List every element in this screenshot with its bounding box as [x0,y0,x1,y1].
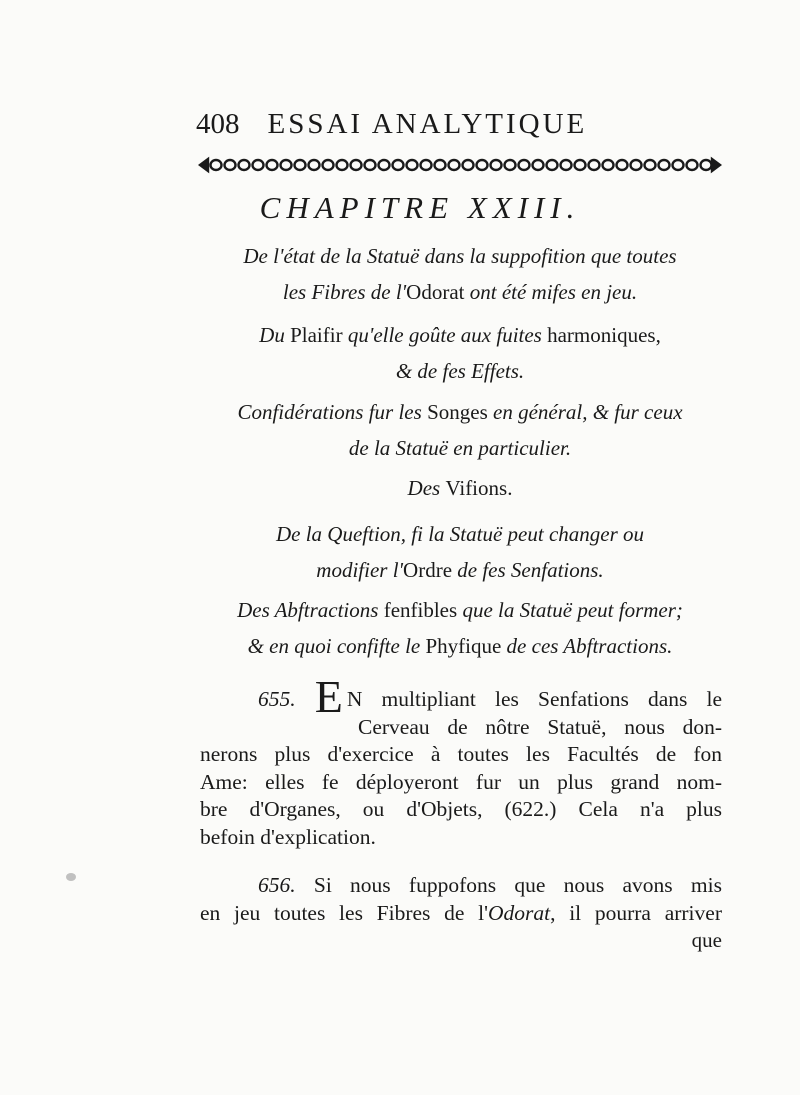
paragraph-number: 656. [258,873,296,897]
summary-fragment: fenfibles [383,598,458,622]
summary-fragment: Des Abftractions [237,598,384,622]
summary-fragment: en général, & fur ceux [487,400,683,424]
paragraph-text: en jeu toutes les Fibres de l' [200,900,488,925]
summary-fragment: de ces Abftractions. [501,634,673,658]
summary-fragment: harmoniques, [547,323,661,347]
summary-line [190,470,730,506]
ornament-rule [198,153,722,177]
paragraph-655 [200,671,722,852]
summary-item-2 [190,317,730,389]
summary-fragment: & en quoi confifte le [247,634,426,658]
paragraph-line: bre d'Organes, ou d'Objets, (622.) Cela n'a plus [200,797,722,822]
paragraph-656 [200,872,722,927]
summary-fragment: Confidérations fur les [237,400,428,424]
summary-fragment: Des [407,476,446,500]
summary-line [190,394,730,430]
paragraph-line [200,900,722,928]
chapter-title: CHAPITRE XXIII. [259,190,581,225]
summary-fragment: Ordre [403,558,453,582]
summary-fragment: modifier l' [316,558,404,582]
summary-line: de la Statuë en particulier. [348,436,572,460]
summary-line: De la Queftion, fi la Statuë peut changer ou [275,522,645,546]
paragraph-text: , il pourra arriver [550,900,722,925]
paragraph-line: Ame: elles fe déployeront fur un plus grand nom- [200,769,722,794]
summary-fragment: qu'elle goûte aux fuites [342,323,548,347]
ink-smudge [66,873,76,881]
catchword: que [691,928,722,952]
summary-line [190,592,730,628]
summary-item-1 [190,238,730,310]
summary-fragment: ont été mifes en jeu. [464,280,638,304]
paragraph-line [200,671,722,722]
summary-line [190,274,730,310]
summary-fragment: les Fibres de l' [282,280,407,304]
summary-item-3 [190,394,730,466]
summary-fragment: Phyfique [425,634,502,658]
summary-fragment: Odorat [406,280,465,304]
summary-fragment: que la Statuë peut former; [457,598,683,622]
summary-fragment: Vifions. [445,476,513,500]
summary-fragment: Du [259,323,291,347]
paragraph-text: N multipliant les Senfations dans le [346,687,722,711]
summary-item-6 [190,592,730,664]
drop-cap: E [314,671,343,722]
summary-line [190,317,730,353]
summary-line: De l'état de la Statuë dans la suppofition que toutes [243,244,677,268]
summary-item-5 [190,516,730,588]
summary-line [190,628,730,664]
paragraph-line: nerons plus d'exercice à toutes les Facultés de fon [200,742,722,767]
running-title: ESSAI ANALYTIQUE [267,108,588,140]
summary-fragment: Songes [427,400,488,424]
page-number: 408 [196,108,240,140]
paragraph-number: 655. [258,687,296,711]
summary-fragment: Plaifir [290,323,343,347]
summary-item-4 [190,470,730,506]
summary-fragment: de fes Senfations. [452,558,604,582]
paragraph-line: befoin d'explication. [200,824,376,849]
summary-line [190,552,730,588]
paragraph-line: Cerveau de nôtre Statuë, nous don- [358,714,722,739]
paragraph-text: Si nous fuppofons que nous avons mis [313,873,722,897]
paragraph-text: Odorat [487,900,551,925]
summary-line: & de fes Effets. [395,359,525,383]
running-header [196,108,726,141]
paragraph-line [200,872,722,900]
